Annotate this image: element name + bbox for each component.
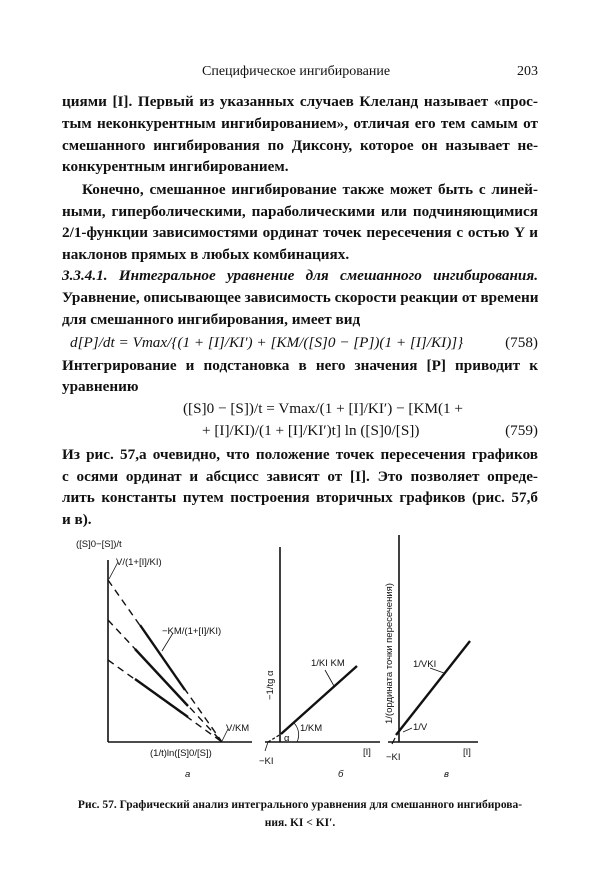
angle-label: α <box>284 733 290 744</box>
axis-label: 1/(ордината точки пересечения) <box>384 583 395 724</box>
text-line: Уравнение, описывающее зависимость скорости реакции от времени <box>62 289 539 306</box>
text-line: тым неконкурентным ингибированием», отличая его тем самым от <box>62 115 538 132</box>
axis-label: [I] <box>463 747 471 758</box>
header-title: Специфическое ингибирование <box>202 64 391 79</box>
text-line: уравнению <box>62 378 139 395</box>
figure-caption: ния. KI < KI′. <box>264 817 336 829</box>
axis-label: [I] <box>363 747 371 758</box>
panel-a <box>108 560 252 742</box>
text-line: для смешанного ингибирования, имеет вид <box>62 311 361 328</box>
equation-number: (758) <box>505 334 538 351</box>
equation-number: (759) <box>505 422 538 439</box>
section-heading: 3.3.4.1. Интегральное уравнение для смешанного ингибирования. <box>62 267 538 284</box>
text-line: лить константы путем построения вторичных графиков (рис. 57,б <box>62 489 538 506</box>
text-line: конкурентным ингибированием. <box>62 158 289 175</box>
annotation: V/(1+[I]/KI) <box>116 557 162 568</box>
panel-label: б <box>338 769 344 780</box>
equation-759-line1: ([S]0 − [S])/t = Vmax/(1 + [I]/KI′) − [KM(1 + <box>183 400 463 417</box>
text-line: наклонов прямых в любых комбинациях. <box>62 246 350 263</box>
annotation: V/KM <box>226 723 250 734</box>
text-line: Интегрирование и подстановка в него значения [P] приводит к <box>62 357 538 374</box>
text-line: Конечно, смешанное ингибирование также может быть с линей- <box>82 181 538 198</box>
axis-label: (1/t)ln([S]0/[S]) <box>150 748 212 759</box>
equation-758: d[P]/dt = Vmax/{(1 + [I]/KI′) + [KM/([S]0 − [P])(1 + [I]/KI)]} <box>70 334 464 351</box>
axis-label: ([S]0−[S])/t <box>76 539 122 550</box>
equation-759-line2: + [I]/KI)/(1 + [I]/KI′)t] ln ([S]0/[S]) <box>202 422 420 439</box>
figure-caption: Рис. 57. Графический анализ интегрального уравнения для смешанного ингибирова- <box>77 799 523 811</box>
panel-b <box>265 547 380 751</box>
annotation: 1/KI KM <box>311 658 345 669</box>
panel-label: в <box>444 769 449 780</box>
panel-c <box>388 535 478 744</box>
text-line: смешанного ингибирования по Диксону, которое он называет не- <box>62 137 538 154</box>
annotation: −KI <box>259 756 274 767</box>
annotation: 1/V <box>413 722 428 733</box>
text-line: 2/1-функции зависимостями ординат точек пересечения с остью Y и <box>62 224 538 241</box>
annotation: −KI <box>386 752 401 763</box>
text-line: Из рис. 57,а очевидно, что положение точек пересечения графиков <box>62 446 538 463</box>
annotation: 1/VKI <box>413 659 437 670</box>
text-line: с осями ординат и абсцисс зависят от [I]. Это позволяет опреде- <box>62 468 538 485</box>
page-number: 203 <box>517 64 538 79</box>
annotation: −KM/(1+[I]/KI) <box>162 626 222 637</box>
axis-label: −1/tg α <box>265 670 276 700</box>
text-line: и в). <box>62 511 92 528</box>
panel-label: а <box>185 769 191 780</box>
text-line: циями [I]. Первый из указанных случаев Клеланд называет «прос- <box>62 93 538 110</box>
annotation: 1/KM <box>300 723 323 734</box>
text-line: ными, гиперболическими, параболическими или подчиняющимися <box>62 203 538 220</box>
data-line <box>396 641 470 735</box>
